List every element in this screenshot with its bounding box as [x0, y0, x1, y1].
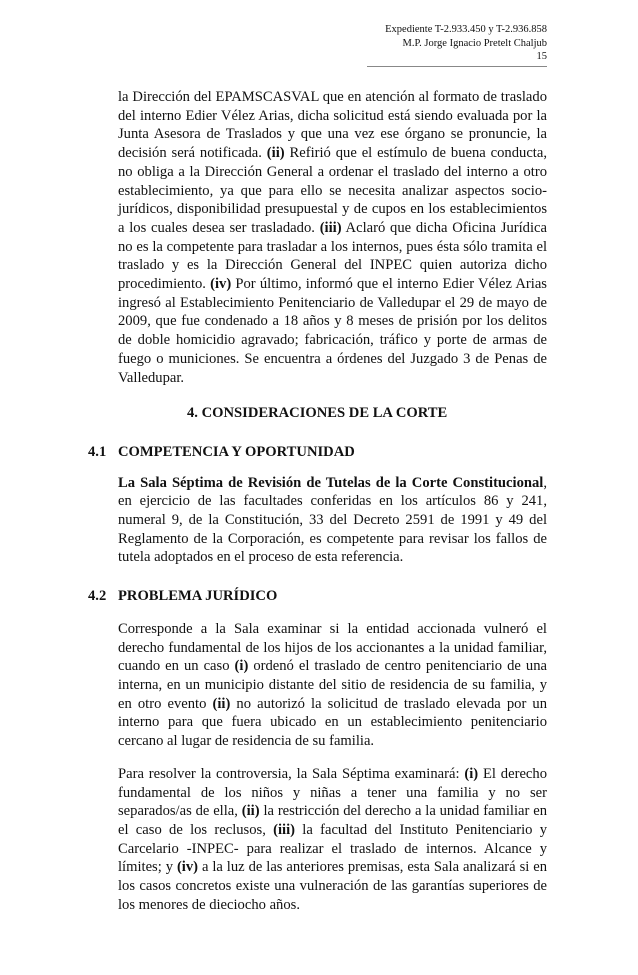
enumeration-marker: (iv): [210, 276, 232, 293]
enumeration-marker: (ii): [241, 803, 260, 820]
text-span: la Dirección del EPAMSCASVAL que en atención al formato de traslado del interno Edier Vélez Arias, dicha solicitud está siendo evaluada por la Junta Asesora de Traslados y que una vez ese órgano se pronuncie, la decisión será notificada.: [118, 89, 547, 162]
court-name: La Sala Séptima de Revisión de Tutelas de la Corte Constitucional: [118, 474, 544, 491]
magistrate-name: M.P. Jorge Ignacio Pretelt Chaljub: [402, 37, 547, 49]
text-span: la restricción del derecho a la unidad familiar en el caso de los reclusos,: [118, 803, 547, 838]
subsection-heading-4-1: [88, 443, 547, 462]
text-span: El derecho fundamental de los niños y niñas a tener una familia y no ser separados/as de ella,: [118, 765, 547, 820]
document-body: [88, 88, 548, 914]
paragraph-continuation: [118, 88, 547, 387]
case-number: Expediente T-2.933.450 y T-2.936.858: [385, 24, 547, 35]
text-span: Aclaró que dicha Oficina Jurídica no es la competente para trasladar a los internos, pues ésta sólo tramita el traslado y es la Dirección General del INPEC quien autoriza dicho procedimiento.: [118, 219, 547, 293]
enumeration-marker: (ii): [212, 695, 231, 712]
text-span: Para resolver la controversia, la Sala Séptima examinará:: [118, 765, 465, 782]
enumeration-marker: (i): [464, 765, 479, 782]
text-span: Corresponde a la Sala examinar si la entidad accionada vulneró el derecho fundamental de los hijos de los accionantes a la unidad familiar, cuando en un caso: [118, 620, 547, 675]
enumeration-marker: (ii): [266, 145, 285, 162]
subsection-number: 4.1: [88, 443, 107, 460]
section-heading: 4. CONSIDERACIONES DE LA CORTE: [187, 405, 448, 422]
subsection-title: COMPETENCIA Y OPORTUNIDAD: [118, 443, 355, 460]
enumeration-marker: (iii): [273, 821, 296, 838]
competence-paragraph: [118, 474, 547, 568]
text-span: la facultad del Instituto Penitenciario y Carcelario -INPEC- para realizar el traslado de internos. Alcance y límites; y: [118, 821, 548, 876]
legal-problem-paragraph: [118, 620, 547, 751]
header-rule: [367, 66, 547, 67]
methodology-paragraph: [118, 765, 547, 915]
text-span: Por último, informó que el interno Edier Vélez Arias ingresó al Establecimiento Penitenciario de Valledupar el 29 de mayo de 2009, que fue condenado a 18 años y 8 meses de prisión por los delitos de doble homicidio agravado; fabricación, tráfico y porte de armas de fuego o municiones. Se encuentra a órdenes del Juzgado 3 de Penas de Valledupar.: [118, 276, 547, 386]
text-span: , en ejercicio de las facultades conferidas en los artículos 86 y 241, numeral 9, de la Constitución, 33 del Decreto 2591 de 1991 y 49 del Reglamento de la Corporación, es competente para revisar los fallos de tutela adoptados en el proceso de esta referencia.: [118, 474, 547, 566]
subsection-title: PROBLEMA JURÍDICO: [118, 588, 278, 605]
enumeration-marker: (i): [234, 658, 249, 675]
page-number: 15: [536, 51, 547, 62]
enumeration-marker: (iii): [319, 219, 342, 236]
text-span: Refirió que el estímulo de buena conducta, no obliga a la Dirección General a ordenar el traslado del interno a otro establecimiento, ya que para ello se necesita analizar aspectos socio-jurídicos, disponibilidad presupuestal y de cupos en los establecimientos a los cuales desea ser trasladado.: [118, 145, 547, 236]
subsection-number: 4.2: [88, 588, 107, 605]
subsection-heading-4-2: [88, 587, 547, 606]
text-span: a la luz de las anteriores premisas, esta Sala analizará si en los casos concretos existe una vulneración de las garantías superiores de los menores de dieciocho años.: [118, 859, 548, 913]
text-span: no autorizó la solicitud de traslado elevada por un interno para que fuera ubicado en un establecimiento penitenciario cercano al lugar de residencia de su familia.: [118, 695, 547, 750]
enumeration-marker: (iv): [176, 859, 199, 876]
page-header: [367, 23, 547, 67]
text-span: ordenó el traslado de centro penitenciario de una interna, en un municipio distante del sitio de residencia de su familia, y en otro evento: [118, 658, 547, 712]
